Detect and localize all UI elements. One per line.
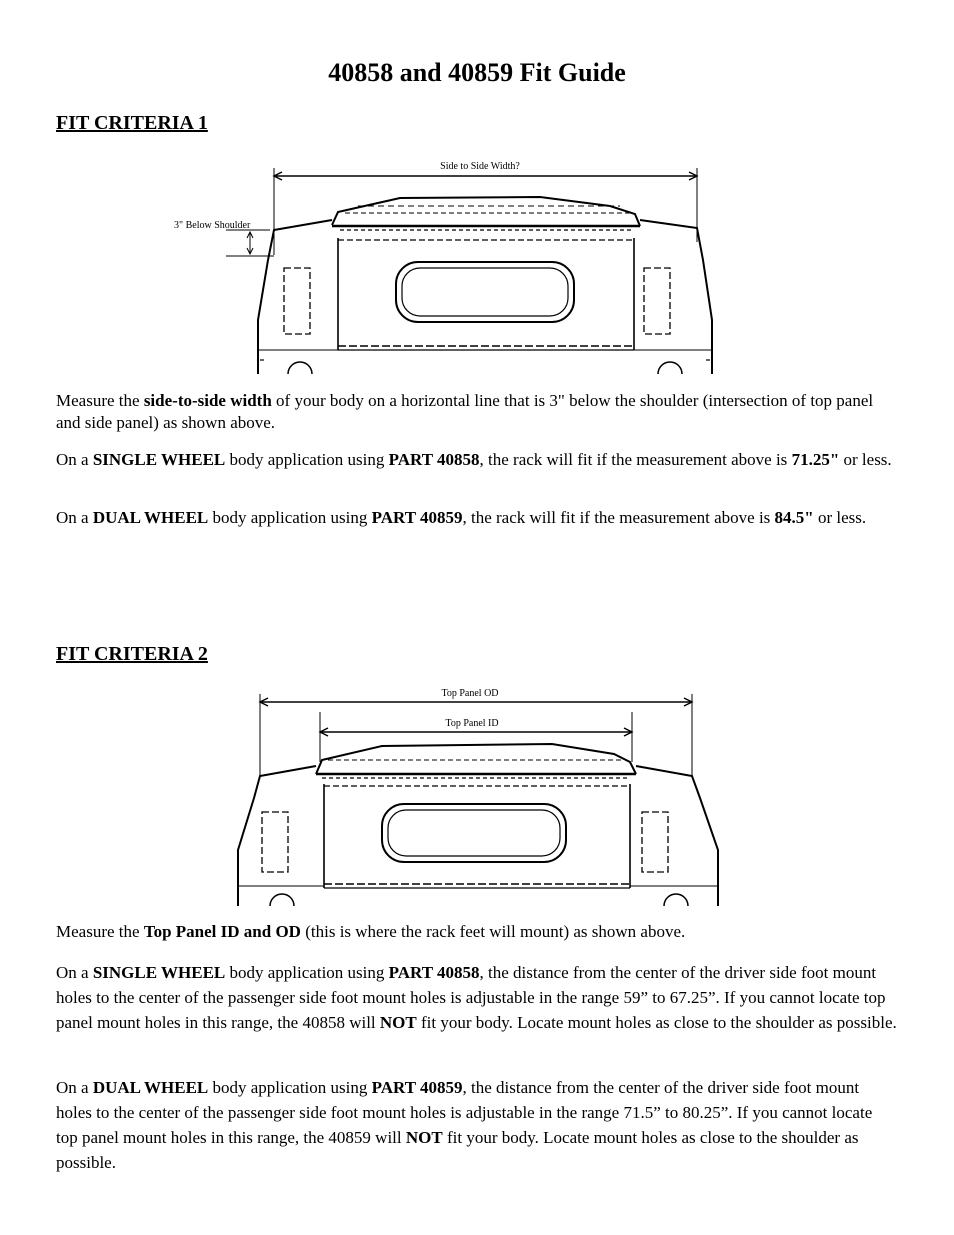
top-panel-id-label: Top Panel ID	[445, 718, 499, 729]
page-title: 40858 and 40859 Fit Guide	[328, 58, 626, 87]
criteria-2-paragraph-3: On a DUAL WHEEL body application using PART 40859, the distance from the center of the driver side foot mount holes to the center of the passenger side foot mount holes is adjustable in the range 71.5” to 80.25”. If you cannot locate top panel mount holes in this range, the 40859 will NOT fit your body. Locate mount holes as close to the shoulder as possible.	[56, 1078, 873, 1172]
criteria-1-paragraph-2: On a SINGLE WHEEL body application using PART 40858, the rack will fit if the measurement above is 71.25" or less.	[56, 450, 892, 469]
criteria-1-paragraph-1: Measure the side-to-side width of your body on a horizontal line that is 3" below the shoulder (intersection of top panel and side panel) as shown above.	[56, 391, 874, 432]
shoulder-label: 3" Below Shoulder	[174, 220, 251, 231]
fit-criteria-2-diagram	[232, 680, 732, 908]
criteria-2-paragraph-1: Measure the Top Panel ID and OD (this is where the rack feet will mount) as shown above.	[56, 922, 686, 941]
fit-criteria-1-heading: FIT CRITERIA 1	[56, 112, 208, 134]
top-panel-od-label: Top Panel OD	[441, 688, 499, 699]
fit-criteria-1-diagram	[170, 150, 730, 376]
fit-criteria-2-heading: FIT CRITERIA 2	[56, 643, 208, 665]
side-to-side-width-label: Side to Side Width?	[440, 161, 520, 172]
criteria-1-paragraph-3: On a DUAL WHEEL body application using PART 40859, the rack will fit if the measurement above is 84.5" or less.	[56, 508, 867, 527]
criteria-2-paragraph-2: On a SINGLE WHEEL body application using PART 40858, the distance from the center of the driver side foot mount holes to the center of the passenger side foot mount holes is adjustable in the range 59” to 67.25”. If you cannot locate top panel mount holes in this range, the 40858 will NOT fit your body. Locate mount holes as close to the shoulder as possible.	[56, 963, 897, 1032]
